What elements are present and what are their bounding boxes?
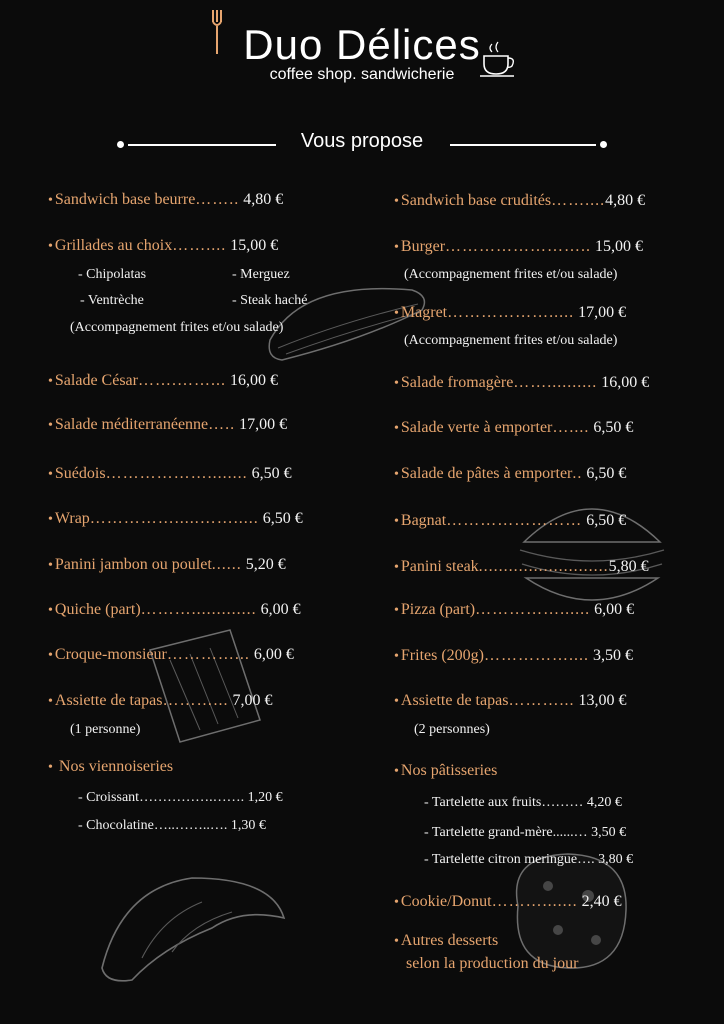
bullet-icon: • bbox=[394, 934, 399, 949]
menu-item-salade-verte: • Salade verte à emporter….... 6,50 € bbox=[394, 419, 634, 436]
section-header bbox=[0, 130, 724, 160]
menu-section-viennoiseries: • Nos viennoiseries bbox=[48, 758, 174, 775]
menu-item-frites: • Frites (200g)…………….... 3,50 € bbox=[394, 647, 634, 664]
grillade-option: - Steak haché bbox=[232, 293, 308, 308]
menu-item-salade-pates: • Salade de pâtes à emporter.. 6,50 € bbox=[394, 465, 627, 482]
bullet-icon: • bbox=[48, 418, 53, 433]
bullet-icon: • bbox=[394, 895, 399, 910]
menu-item-pizza: • Pizza (part)……………...... 6,00 € bbox=[394, 601, 635, 618]
menu-item-quiche: • Quiche (part)………............. 6,00 € bbox=[48, 601, 301, 618]
divider-right bbox=[450, 144, 596, 146]
bullet-icon: • bbox=[394, 467, 399, 482]
bullet-icon: • bbox=[394, 306, 399, 321]
bullet-icon: • bbox=[48, 467, 53, 482]
fork-icon bbox=[210, 8, 224, 56]
menu-item-assiette-tapas-2: • Assiette de tapas………... 13,00 € bbox=[394, 692, 627, 709]
menu-item-autres-desserts: • Autres desserts bbox=[394, 932, 499, 949]
bullet-icon: • bbox=[48, 239, 53, 254]
brand-tagline: coffee shop. sandwicherie bbox=[269, 66, 455, 83]
menu-item-panini-jambon: • Panini jambon ou poulet...... 5,20 € bbox=[48, 556, 286, 573]
grillade-option: - Ventrèche bbox=[80, 293, 144, 308]
grillade-option: - Chipolatas bbox=[78, 267, 147, 282]
section-title: Vous propose bbox=[300, 130, 424, 152]
bullet-icon: • bbox=[48, 648, 53, 663]
menu-item-cookie-donut: • Cookie/Donut………....... 2,40 € bbox=[394, 893, 622, 910]
menu-item-sandwich-crudites: • Sandwich base crudités……....4,80 € bbox=[394, 192, 646, 209]
menu-item-bagnat: • Bagnat…………………… 6,50 € bbox=[394, 512, 627, 529]
bullet-icon: • bbox=[48, 603, 53, 618]
menu-section-patisseries: • Nos pâtisseries bbox=[394, 762, 498, 779]
brand-title: Duo Délices bbox=[243, 21, 481, 68]
bullet-icon: • bbox=[394, 603, 399, 618]
menu-item-panini-steak: • Panini steak..........................5,80 € bbox=[394, 558, 649, 575]
menu-item-sandwich-beurre: • Sandwich base beurre…….. 4,80 € bbox=[48, 191, 284, 208]
bullet-icon: • bbox=[48, 760, 53, 775]
bullet-icon: • bbox=[48, 193, 53, 208]
menu-item-salade-cesar: • Salade César…….……... 16,00 € bbox=[48, 372, 278, 389]
bullet-icon: • bbox=[394, 376, 399, 391]
bullet-icon: • bbox=[48, 512, 53, 527]
menu-item-grillades: • Grillades au choix…….... 15,00 € bbox=[48, 237, 279, 254]
bullet-icon: • bbox=[48, 558, 53, 573]
menu-subitem-chocolatine: - Chocolatine…..……..…. 1,30 € bbox=[78, 818, 266, 833]
croissant-sketch-icon bbox=[92, 868, 292, 988]
bullet-icon: • bbox=[394, 649, 399, 664]
desserts-note: selon la production du jour bbox=[406, 955, 579, 972]
menu-item-magret: • Magret………………..... 17,00 € bbox=[394, 304, 627, 321]
bullet-icon: • bbox=[394, 694, 399, 709]
menu-item-salade-mediterraneenne: • Salade méditerranéenne….. 17,00 € bbox=[48, 416, 288, 433]
grillade-note: (Accompagnement frites et/ou salade) bbox=[70, 320, 284, 335]
bullet-icon: • bbox=[394, 421, 399, 436]
header bbox=[0, 22, 724, 84]
burger-note: (Accompagnement frites et/ou salade) bbox=[404, 267, 618, 282]
menu-item-assiette-tapas-1: • Assiette de tapas………... 7,00 € bbox=[48, 692, 273, 709]
menu-item-salade-fromagere: • Salade fromagère…….......... 16,00 € bbox=[394, 374, 650, 391]
bullet-icon: • bbox=[394, 764, 399, 779]
magret-note: (Accompagnement frites et/ou salade) bbox=[404, 333, 618, 348]
tapas-note-left: (1 personne) bbox=[70, 722, 141, 737]
bullet-icon: • bbox=[394, 560, 399, 575]
menu-subitem-tartelette-fruits: - Tartelette aux fruits……… 4,20 € bbox=[424, 795, 622, 810]
bullet-icon: • bbox=[48, 374, 53, 389]
bullet-icon: • bbox=[394, 240, 399, 255]
menu-item-wrap: • Wrap…………….....……..... 6,50 € bbox=[48, 510, 303, 527]
coffee-cup-icon bbox=[478, 40, 518, 80]
bullet-icon: • bbox=[48, 694, 53, 709]
grillade-option: - Merguez bbox=[232, 267, 290, 282]
menu-item-croque-monsieur: • Croque-monsieur…………... 6,00 € bbox=[48, 646, 294, 663]
bullet-icon: • bbox=[394, 514, 399, 529]
menu-subitem-tartelette-grand-mere: - Tartelette grand-mère......… 3,50 € bbox=[424, 825, 627, 840]
menu-subitem-croissant: - Croissant…………….……. 1,20 € bbox=[78, 790, 283, 805]
menu-item-suedois: • Suédois………………........ 6,50 € bbox=[48, 465, 292, 482]
divider-dot-right bbox=[600, 141, 607, 148]
menu-item-burger: • Burger…………………….. 15,00 € bbox=[394, 238, 644, 255]
tapas-note-right: (2 personnes) bbox=[414, 722, 490, 737]
fries-sketch-icon bbox=[140, 620, 270, 750]
menu-subitem-tartelette-citron: - Tartelette citron meringue…. 3,80 € bbox=[424, 852, 634, 867]
bullet-icon: • bbox=[394, 194, 399, 209]
